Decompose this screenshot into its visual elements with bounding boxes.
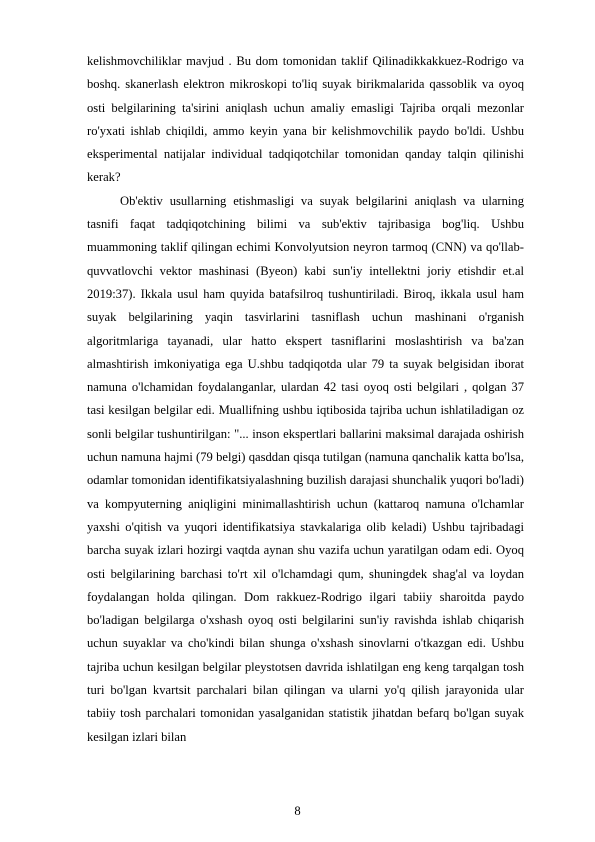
- paragraph-2: Ob'ektiv usullarning etishmasligi va suyak belgilarini aniqlash va ularning tasnifi faqat tadqiqotchining bilimi va sub'ektiv tajribasiga bog'liq. Ushbu muammoning taklif qilingan echimi Konvolyutsion neyron tarmoq (CNN) va qo'llab-quvvatlovchi vektor mashinasi (Byeon) kabi sun'iy intellektni joriy etishdir et.al 2019:37). Ikkala usul ham quyida batafsilroq tushuntiriladi. Biroq, ikkala usul ham suyak belgilarining yaqin tasvirlarini tasniflash uchun mashinani o'rganish algoritmlariga tayanadi, ular hatto ekspert tasniflarini moslashtirish va ba'zan almashtirish imkoniyatiga ega U.shbu tadqiqotda ular 79 ta suyak belgisidan iborat namuna o'lchamidan foydalanganlar, ulardan 42 tasi oyoq osti belgilari , qolgan 37 tasi kesilgan belgilar edi. Muallifning ushbu iqtibosida tajriba uchun ishlatiladigan oz sonli belgilar tushuntirilgan: "... inson ekspertlari ballarini maksimal darajada oshirish uchun namuna hajmi (79 belgi) qasddan qisqa tutilgan (namuna qanchalik katta bo'lsa, odamlar tomonidan identifikatsiyalashning buzilish darajasi shunchalik yuqori bo'ladi) va kompyuterning aniqligini minimallashtirish uchun (kattaroq namuna o'lchamlar yaxshi o'qitish va yuqori identifikatsiya stavkalariga olib keladi) Ushbu tajribadagi barcha suyak izlari hozirgi vaqtda aynan shu vazifa uchun yaratilgan odam edi. Oyoq osti belgilarining barchasi to'rt xil o'lchamdagi qum, shuningdek shag'al va loydan foydalangan holda qilingan. Dom rakkuez-Rodrigo ilgari tabiiy sharoitda paydo bo'ladigan belgilarga o'xshash oyoq osti belgilarini sun'iy ravishda ishlab chiqarish uchun suyaklar va cho'kindi bilan shunga o'xshash sinovlarni o'tkazgan edi. Ushbu tajriba uchun kesilgan belgilar pleystotsen davrida ishlatilgan eng keng tarqalgan tosh turi bo'lgan kvartsit parchalari bilan qilingan va ularni yo'q qilish jarayonida ular tabiiy tosh parchalari tomonidan yasalganidan statistik jihatdan befarq bo'lgan suyak kesilgan izlari bilan: [87, 193, 524, 744]
- page-number: 8: [294, 804, 301, 818]
- paragraph-1: kelishmovchiliklar mavjud . Bu dom tomonidan taklif Qilinadikkakkuez-Rodrigo va boshq. skanerlash elektron mikroskopi to'liq suyak birikmalarida qassoblik va oyoq osti belgilarining ta'sirini aniqlash uchun amaliy emasligi Tajriba orqali mezonlar ro'yxati ishlab chiqildi, ammo keyin yana bir kelishmovchilik paydo bo'ldi. Ushbu eksperimental natijalar individual tadqiqotchilar tomonidan qanday talqin qilinishi kerak?: [87, 54, 524, 185]
- document-page: [87, 50, 524, 749]
